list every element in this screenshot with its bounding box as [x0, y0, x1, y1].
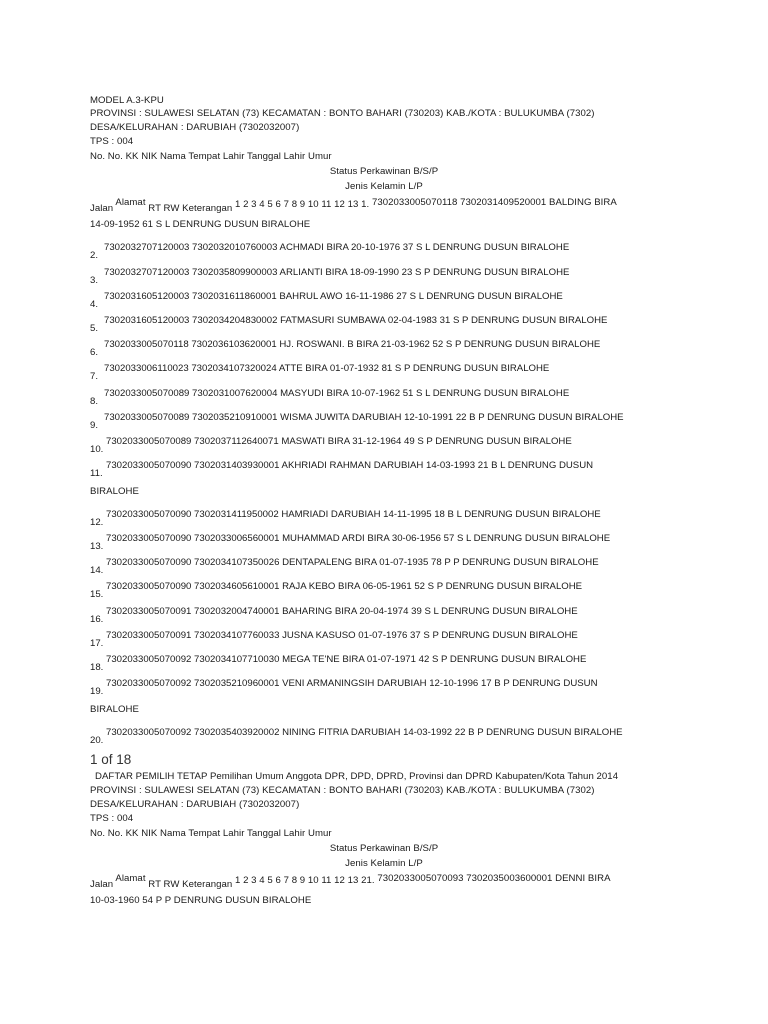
row-data: 7302033005070118 7302036103620001 HJ. ROSWANI. B BIRA 21-03-1962 52 S P DENRUNG DUSUN BIRALOHE: [104, 339, 601, 350]
row-data: 7302033005070090 7302031403930001 AKHRIADI RAHMAN DARUBIAH 14-03-1993 21 B L DENRUNG DUSUN: [106, 460, 594, 471]
row-number: 7.: [90, 371, 99, 382]
row-number: 14.: [90, 565, 104, 576]
rt-rw-header: RT RW Keterangan: [148, 879, 233, 890]
column-header: No. No. KK NIK Nama Tempat Lahir Tanggal Lahir Umur: [90, 151, 332, 162]
row-data: 7302032707120003 7302032010760003 ACHMADI BIRA 20-10-1976 37 S L DENRUNG DUSUN BIRALOHE: [104, 242, 570, 253]
row-data: 7302033005070092 7302034107710030 MEGA TE'NE BIRA 01-07-1971 42 S P DENRUNG DUSUN BIRALOHE: [106, 654, 587, 665]
row-number: 9.: [90, 420, 99, 431]
row-number: 8.: [90, 396, 99, 407]
row-11-continuation: BIRALOHE: [90, 486, 139, 497]
model-label: MODEL A.3-KPU: [90, 95, 164, 106]
page2-status-header: Status Perkawinan B/S/P: [329, 843, 439, 854]
page2-address-header-line: [90, 873, 611, 890]
row-number: 6.: [90, 347, 99, 358]
row-21-continuation: 10-03-1960 54 P P DENRUNG DUSUN BIRALOHE: [90, 895, 312, 906]
row-data: 7302031605120003 7302034204830002 FATMASURI SUMBAWA 02-04-1983 31 S P DENRUNG DUSUN BIRALOHE: [104, 315, 608, 326]
page2-provinsi-line: PROVINSI : SULAWESI SELATAN (73) KECAMATAN : BONTO BAHARI (730203) KAB./KOTA : BULUKUMBA (7302): [90, 785, 595, 796]
row-number: 19.: [90, 686, 104, 697]
row-data: 7302033005070089 7302037112640071 MASWATI BIRA 31-12-1964 49 S P DENRUNG DUSUN BIRALOHE: [106, 436, 572, 447]
jalan-label: Jalan: [90, 203, 114, 214]
tps-line: TPS : 004: [90, 136, 134, 147]
row-19-continuation: BIRALOHE: [90, 704, 139, 715]
page2-tps-line: TPS : 004: [90, 813, 134, 824]
row-21-data: 7302033005070093 7302035003600001 DENNI BIRA: [377, 873, 611, 884]
page2-title: DAFTAR PEMILIH TETAP Pemilihan Umum Anggota DPR, DPD, DPRD, Provinsi dan DPRD Kabupaten/Kota Tahun 2014: [95, 771, 619, 782]
row-number: 4.: [90, 299, 99, 310]
status-header: Status Perkawinan B/S/P: [329, 166, 439, 177]
desa-line: DESA/KELURAHAN : DARUBIAH (7302032007): [90, 122, 300, 133]
row-number: 12.: [90, 517, 104, 528]
row-data: 7302033005070089 7302031007620004 MASYUDI BIRA 10-07-1962 51 S L DENRUNG DUSUN BIRALOHE: [104, 388, 570, 399]
row-data: 7302032707120003 7302035809900003 ARLIANTI BIRA 18-09-1990 23 S P DENRUNG DUSUN BIRALOHE: [104, 267, 570, 278]
row-number: 18.: [90, 662, 104, 673]
provinsi-line: PROVINSI : SULAWESI SELATAN (73) KECAMATAN : BONTO BAHARI (730203) KAB./KOTA : BULUKUMBA (7302): [90, 108, 595, 119]
jalan-label: Jalan: [90, 879, 114, 890]
row-number: 11.: [90, 468, 103, 479]
page2-jenis-header: Jenis Kelamin L/P: [345, 858, 423, 869]
rt-rw-header: RT RW Keterangan: [148, 203, 233, 214]
row-data: 7302033005070092 7302035403920002 NINING FITRIA DARUBIAH 14-03-1992 22 B P DENRUNG DUSUN BIRALOHE: [106, 727, 623, 738]
row-number: 17.: [90, 638, 104, 649]
row-number: 13.: [90, 541, 104, 552]
page-indicator: 1 of 18: [90, 752, 132, 767]
row-data: 7302033005070089 7302035210910001 WISMA JUWITA DARUBIAH 12-10-1991 22 B P DENRUNG DUSUN BIRALOHE: [104, 412, 624, 423]
page2-column-header: No. No. KK NIK Nama Tempat Lahir Tanggal Lahir Umur: [90, 828, 332, 839]
row-data: 7302033005070090 7302033006560001 MUHAMMAD ARDI BIRA 30-06-1956 57 S L DENRUNG DUSUN BIRALOHE: [106, 533, 611, 544]
row-1-continuation: 14-09-1952 61 S L DENRUNG DUSUN BIRALOHE: [90, 219, 311, 230]
column-numbers: 1 2 3 4 5 6 7 8 9 10 11 12 13 1.: [234, 199, 370, 210]
row-data: 7302033005070091 7302032004740001 BAHARING BIRA 20-04-1974 39 S L DENRUNG DUSUN BIRALOHE: [106, 606, 578, 617]
row-data: 7302033005070090 7302034107350026 DENTAPALENG BIRA 01-07-1935 78 P P DENRUNG DUSUN BIRALOHE: [106, 557, 599, 568]
row-number: 3.: [90, 275, 99, 286]
alamat-label: Alamat: [115, 197, 146, 208]
column-numbers: 1 2 3 4 5 6 7 8 9 10 11 12 13 21.: [234, 875, 375, 886]
row-data: 7302033005070091 7302034107760033 JUSNA KASUSO 01-07-1976 37 S P DENRUNG DUSUN BIRALOHE: [106, 630, 578, 641]
row-data: 7302033006110023 7302034107320024 ATTE BIRA 01-07-1932 81 S P DENRUNG DUSUN BIRALOHE: [104, 363, 550, 374]
row-data: 7302033005070092 7302035210960001 VENI ARMANINGSIH DARUBIAH 12-10-1996 17 B P DENRUNG DUSUN: [106, 678, 598, 689]
row-number: 2.: [90, 250, 99, 261]
row-number: 10.: [90, 444, 104, 455]
row-number: 5.: [90, 323, 99, 334]
alamat-label: Alamat: [115, 873, 146, 884]
address-header-line: [90, 197, 617, 214]
row-data: 7302033005070090 7302034605610001 RAJA KEBO BIRA 06-05-1961 52 S P DENRUNG DUSUN BIRALOHE: [106, 581, 583, 592]
jenis-header: Jenis Kelamin L/P: [345, 181, 423, 192]
page2-desa-line: DESA/KELURAHAN : DARUBIAH (7302032007): [90, 799, 300, 810]
row-1-data: 7302033005070118 7302031409520001 BALDING BIRA: [371, 197, 617, 208]
row-number: 16.: [90, 614, 104, 625]
row-data: 7302033005070090 7302031411950002 HAMRIADI DARUBIAH 14-11-1995 18 B L DENRUNG DUSUN BIRALOHE: [106, 509, 601, 520]
row-data: 7302031605120003 7302031611860001 BAHRUL AWO 16-11-1986 27 S L DENRUNG DUSUN BIRALOHE: [104, 291, 563, 302]
row-number: 15.: [90, 589, 104, 600]
row-number: 20.: [90, 735, 104, 746]
